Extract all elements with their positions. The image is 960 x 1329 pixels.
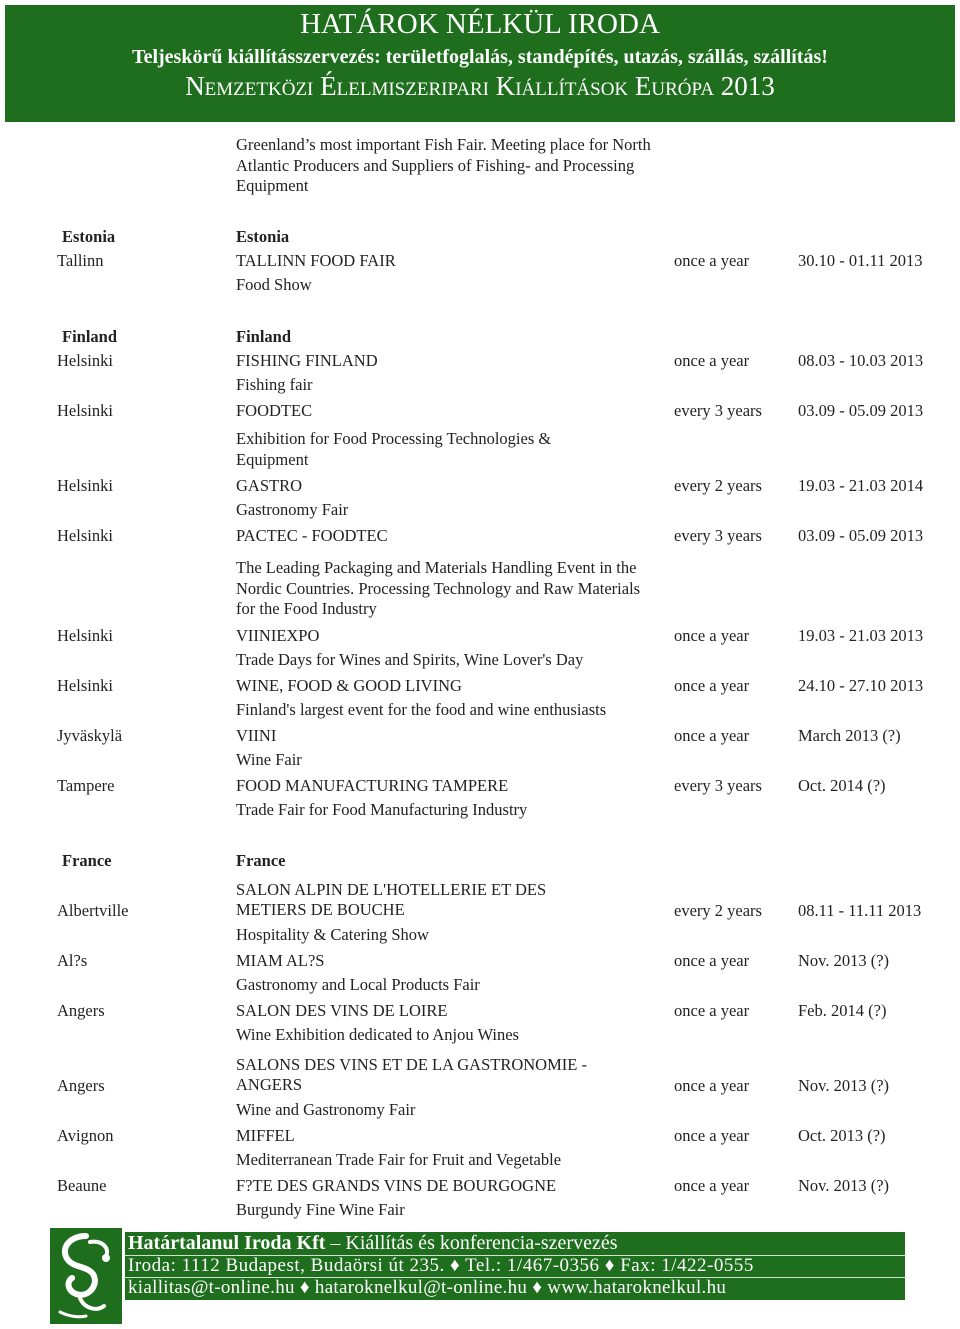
footer-tagline: – Kiállítás és konferencia-szervezés [330, 1232, 618, 1254]
intro-description: Greenland’s most important Fish Fair. Meeting place for North Atlantic Producers and Suppliers of Fishing- and Processing Equipment [236, 135, 651, 195]
event-description: The Leading Packaging and Materials Handling Event in the Nordic Countries. Processing Technology and Raw Materials for the Food Industry [236, 558, 641, 618]
country-heading-right: Finland [236, 327, 292, 346]
event-description: Food Show [236, 275, 312, 294]
event-description: Mediterranean Trade Fair for Fruit and Vegetable [236, 1150, 562, 1169]
frequency-cell: once a year [674, 351, 750, 370]
country-heading-left: France [62, 851, 112, 870]
frequency-cell: once a year [674, 1001, 750, 1020]
event-name-line-2: ANGERS [236, 1075, 303, 1094]
city-cell: Helsinki [57, 676, 113, 695]
frequency-cell: once a year [674, 951, 750, 970]
footer-company-name: Határtalanul Iroda Kft [128, 1232, 326, 1254]
date-cell: Nov. 2013 (?) [798, 1176, 890, 1195]
frequency-cell: once a year [674, 626, 750, 645]
frequency-cell: once a year [674, 1076, 750, 1095]
footer-address-line: Iroda: 1112 Budapest, Budaörsi út 235. ♦ Tel.: 1/467-0356 ♦ Fax: 1/422-0555 [128, 1255, 754, 1276]
event-description: Exhibition for Food Processing Technologies & Equipment [236, 429, 552, 469]
date-cell: Oct. 2014 (?) [798, 776, 886, 795]
event-name: MIAM AL?S [236, 951, 325, 970]
event-name: GASTRO [236, 476, 303, 495]
city-cell: Jyväskylä [57, 726, 123, 745]
country-heading-left: Estonia [62, 227, 116, 246]
frequency-cell: every 3 years [674, 526, 762, 545]
event-name-line-1: SALON ALPIN DE L'HOTELLERIE ET DES [236, 880, 547, 899]
frequency-cell: every 3 years [674, 401, 762, 420]
header-subtitle: Teljeskörű kiállításszervezés: területfoglalás, standépítés, utazás, szállás, szállítás! [132, 46, 828, 68]
event-name: WINE, FOOD & GOOD LIVING [236, 676, 462, 695]
event-name: FISHING FINLAND [236, 351, 378, 370]
frequency-cell: once a year [674, 676, 750, 695]
city-cell: Angers [57, 1001, 105, 1020]
footer-web-line: kiallitas@t-online.hu ♦ hataroknelkul@t-online.hu ♦ www.hataroknelkul.hu [128, 1277, 727, 1298]
city-cell: Helsinki [57, 476, 113, 495]
date-cell: 03.09 - 05.09 2013 [798, 526, 924, 545]
event-description: Gastronomy and Local Products Fair [236, 975, 480, 994]
header-title: HATÁROK NÉLKÜL IRODA [300, 8, 660, 40]
date-cell: 19.03 - 21.03 2014 [798, 476, 924, 495]
country-heading-left: Finland [62, 327, 118, 346]
event-name: VIINIEXPO [236, 626, 320, 645]
header-section-title: Nemzetközi Élelmiszeripari Kiállítások Európa 2013 [185, 71, 775, 101]
city-cell: Avignon [57, 1126, 114, 1145]
event-description: Wine and Gastronomy Fair [236, 1100, 416, 1119]
city-cell: Helsinki [57, 526, 113, 545]
city-cell: Tallinn [57, 251, 104, 270]
event-description: Trade Fair for Food Manufacturing Industry [236, 800, 528, 819]
city-cell: Helsinki [57, 626, 113, 645]
ornament-logo-icon [50, 1228, 122, 1324]
footer-contact-box [125, 1232, 905, 1300]
frequency-cell: once a year [674, 251, 750, 270]
event-name-line-2: METIERS DE BOUCHE [236, 900, 405, 919]
date-cell: Oct. 2013 (?) [798, 1126, 886, 1145]
date-cell: March 2013 (?) [798, 726, 901, 745]
frequency-cell: once a year [674, 1176, 750, 1195]
frequency-cell: once a year [674, 726, 750, 745]
event-name: VIINI [236, 726, 277, 745]
event-description: Fishing fair [236, 375, 313, 394]
event-description: Burgundy Fine Wine Fair [236, 1200, 405, 1219]
event-name: PACTEC - FOODTEC [236, 526, 388, 545]
country-heading-right: France [236, 851, 286, 870]
city-cell: Helsinki [57, 351, 113, 370]
city-cell: Tampere [57, 776, 115, 795]
event-name: FOOD MANUFACTURING TAMPERE [236, 776, 509, 795]
city-cell: Angers [57, 1076, 105, 1095]
event-description: Gastronomy Fair [236, 500, 349, 519]
event-description: Finland's largest event for the food and wine enthusiasts [236, 700, 607, 719]
date-cell: Nov. 2013 (?) [798, 951, 890, 970]
footer-company-line [128, 1232, 618, 1255]
date-cell: 08.03 - 10.03 2013 [798, 351, 924, 370]
city-cell: Albertville [57, 901, 129, 920]
country-heading-right: Estonia [236, 227, 290, 246]
frequency-cell: every 2 years [674, 476, 762, 495]
date-cell: 19.03 - 21.03 2013 [798, 626, 924, 645]
company-logo [50, 1228, 122, 1324]
event-name: MIFFEL [236, 1126, 295, 1145]
date-cell: 03.09 - 05.09 2013 [798, 401, 924, 420]
frequency-cell: every 3 years [674, 776, 762, 795]
frequency-cell: every 2 years [674, 901, 762, 920]
event-description: Wine Fair [236, 750, 302, 769]
frequency-cell: once a year [674, 1126, 750, 1145]
date-cell: Feb. 2014 (?) [798, 1001, 887, 1020]
date-cell: 24.10 - 27.10 2013 [798, 676, 924, 695]
event-name-line-1: SALONS DES VINS ET DE LA GASTRONOMIE - [236, 1055, 587, 1074]
event-name: SALON DES VINS DE LOIRE [236, 1001, 448, 1020]
city-cell: Beaune [57, 1176, 107, 1195]
event-name: TALLINN FOOD FAIR [236, 251, 396, 270]
event-name: F?TE DES GRANDS VINS DE BOURGOGNE [236, 1176, 557, 1195]
event-name: FOODTEC [236, 401, 313, 420]
date-cell: 30.10 - 01.11 2013 [798, 251, 923, 270]
city-cell: Al?s [57, 951, 88, 970]
date-cell: Nov. 2013 (?) [798, 1076, 890, 1095]
event-description: Trade Days for Wines and Spirits, Wine Lover's Day [236, 650, 584, 669]
event-description: Hospitality & Catering Show [236, 925, 429, 944]
event-description: Wine Exhibition dedicated to Anjou Wines [236, 1025, 519, 1044]
date-cell: 08.11 - 11.11 2013 [798, 901, 922, 920]
city-cell: Helsinki [57, 401, 113, 420]
